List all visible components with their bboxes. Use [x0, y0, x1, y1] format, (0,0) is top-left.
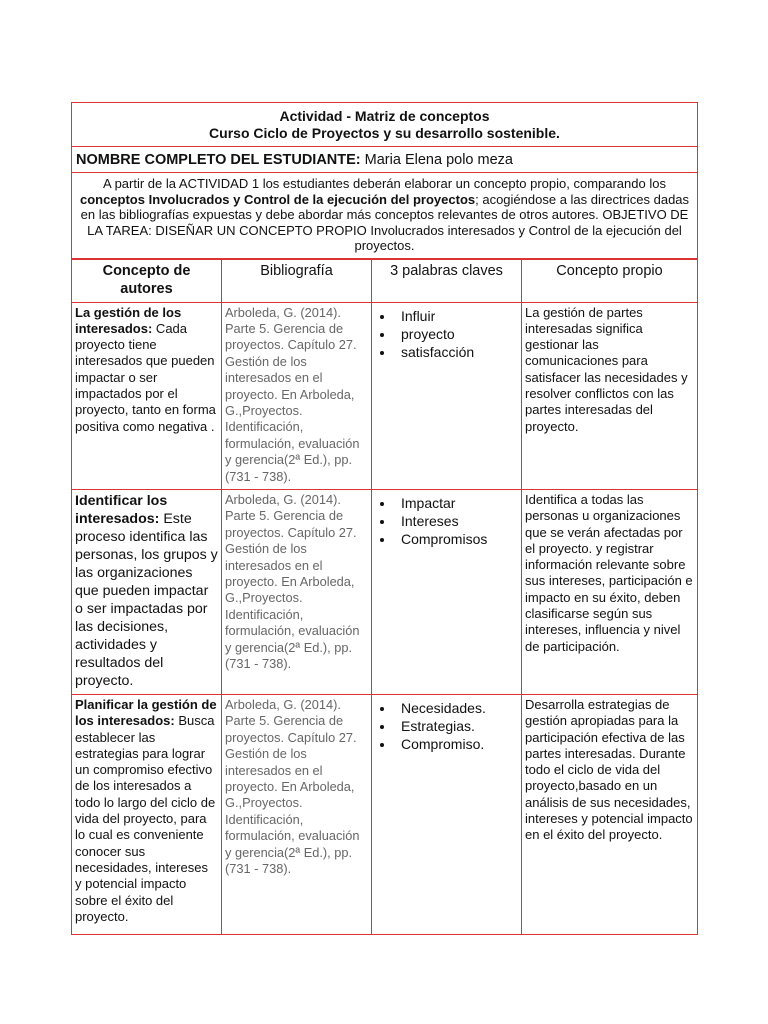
instructions-bold-text: conceptos Involucrados y Control de la ejecución del proyectos	[79, 191, 476, 207]
concept-title: Planificar la gestión de los interesados:	[75, 696, 217, 729]
keyword-item: • Estrategias.	[395, 717, 518, 735]
keywords-list	[375, 494, 518, 548]
column-header-own-concept: Concepto propio	[522, 259, 698, 302]
concept-matrix-document	[71, 102, 698, 935]
concept-title: La gestión de los interesados:	[75, 304, 182, 336]
bibliography-cell: Arboleda, G. (2014). Parte 5. Gerencia de proyectos. Capítulo 27. Gestión de los interesados en el proyecto. En Arboleda, G.,Proyectos. Identificación, formulación, evaluación y gerencia(2ª Ed.), pp. (731 - 738).	[222, 489, 372, 694]
student-name-row	[72, 147, 697, 173]
instructions-text-1: A partir de la ACTIVIDAD 1 los estudiantes deberán elaborar un concepto propio, comparando los	[103, 176, 666, 191]
own-concept-cell: La gestión de partes interesadas significa gestionar las comunicaciones para satisfacer las necesidades y resolver conflictos con las partes interesadas del proyecto.	[522, 302, 698, 489]
keyword-item: • Influir	[395, 307, 518, 325]
keywords-list	[375, 699, 518, 753]
instructions-paragraph	[72, 173, 697, 258]
table-header-row	[72, 259, 698, 302]
table-row	[72, 489, 698, 694]
keyword-item: • satisfacción	[395, 343, 518, 361]
concept-text: Este proceso identifica las personas, los grupos y las organizaciones que pueden impactar o ser impactadas por las decisiones, actividades y resultados del proyecto.	[75, 510, 218, 689]
table-row	[72, 302, 698, 489]
own-concept-cell: Desarrolla estrategias de gestión apropiadas para la participación efectiva de las partes interesadas. Durante todo el ciclo de vida del proyecto,basado en un análisis de sus necesidades, intereses y potencial impacto en el éxito del proyecto.	[522, 694, 698, 934]
column-header-concept: Concepto de autores	[72, 259, 222, 302]
author-concept-cell	[72, 489, 222, 694]
keywords-list	[375, 307, 518, 361]
keyword-item: • Impactar	[395, 494, 518, 512]
column-header-keywords: 3 palabras claves	[372, 259, 522, 302]
keyword-item: • Compromisos	[395, 530, 518, 548]
document-header	[71, 102, 698, 259]
instructions-text-2: ; acogiéndose a las directrices dadas en las bibliografías expuestas y debe abordar más conceptos relevantes de otros autores. OBJETIVO DE LA TAREA: DISEÑAR UN CONCEPTO PROPIO Involucrados interesados y Control de la ejecución del proyectos.	[80, 191, 690, 253]
column-header-bibliography: Bibliografía	[222, 259, 372, 302]
table-row	[72, 694, 698, 934]
title-line-2: Curso Ciclo de Proyectos y su desarrollo sostenible.	[209, 125, 560, 141]
concept-text: Cada proyecto tiene interesados que pueden impactar o ser impactados por el proyecto, tanto en forma positiva como negativa .	[75, 320, 216, 434]
student-label: NOMBRE COMPLETO DEL ESTUDIANTE:	[76, 152, 361, 168]
keyword-item: • Intereses	[395, 512, 518, 530]
bibliography-cell: Arboleda, G. (2014). Parte 5. Gerencia de proyectos. Capítulo 27. Gestión de los interesados en el proyecto. En Arboleda, G.,Proyectos. Identificación, formulación, evaluación y gerencia(2ª Ed.), pp. (731 - 738).	[222, 694, 372, 934]
keywords-cell	[372, 489, 522, 694]
author-concept-cell	[72, 694, 222, 934]
keyword-item: • Necesidades.	[395, 699, 518, 717]
own-concept-cell: Identifica a todas las personas u organizaciones que se verán afectadas por el proyecto. y registrar información relevante sobre sus intereses, participación e impacto en su éxito, deben clasificarse según sus intereses, influencia y nivel de participación.	[522, 489, 698, 694]
author-concept-cell	[72, 302, 222, 489]
keyword-item: • proyecto	[395, 325, 518, 343]
activity-title	[72, 103, 697, 147]
keyword-item: • Compromiso.	[395, 735, 518, 753]
concept-text: Busca establecer las estrategias para lograr un compromiso efectivo de los interesados a todo lo largo del ciclo de vida del proyecto, para lo cual es conveniente conocer sus necesidades, intereses y potencial impacto sobre el éxito del proyecto.	[75, 713, 216, 924]
concept-table	[71, 259, 698, 935]
concept-title: Identificar los interesados:	[75, 492, 168, 527]
bibliography-cell: Arboleda, G. (2014). Parte 5. Gerencia de proyectos. Capítulo 27. Gestión de los interesados en el proyecto. En Arboleda, G.,Proyectos. Identificación, formulación, evaluación y gerencia(2ª Ed.), pp. (731 - 738).	[222, 302, 372, 489]
keywords-cell	[372, 694, 522, 934]
keywords-cell	[372, 302, 522, 489]
student-name: Maria Elena polo meza	[360, 152, 513, 168]
title-line-1: Actividad - Matriz de conceptos	[279, 108, 490, 124]
